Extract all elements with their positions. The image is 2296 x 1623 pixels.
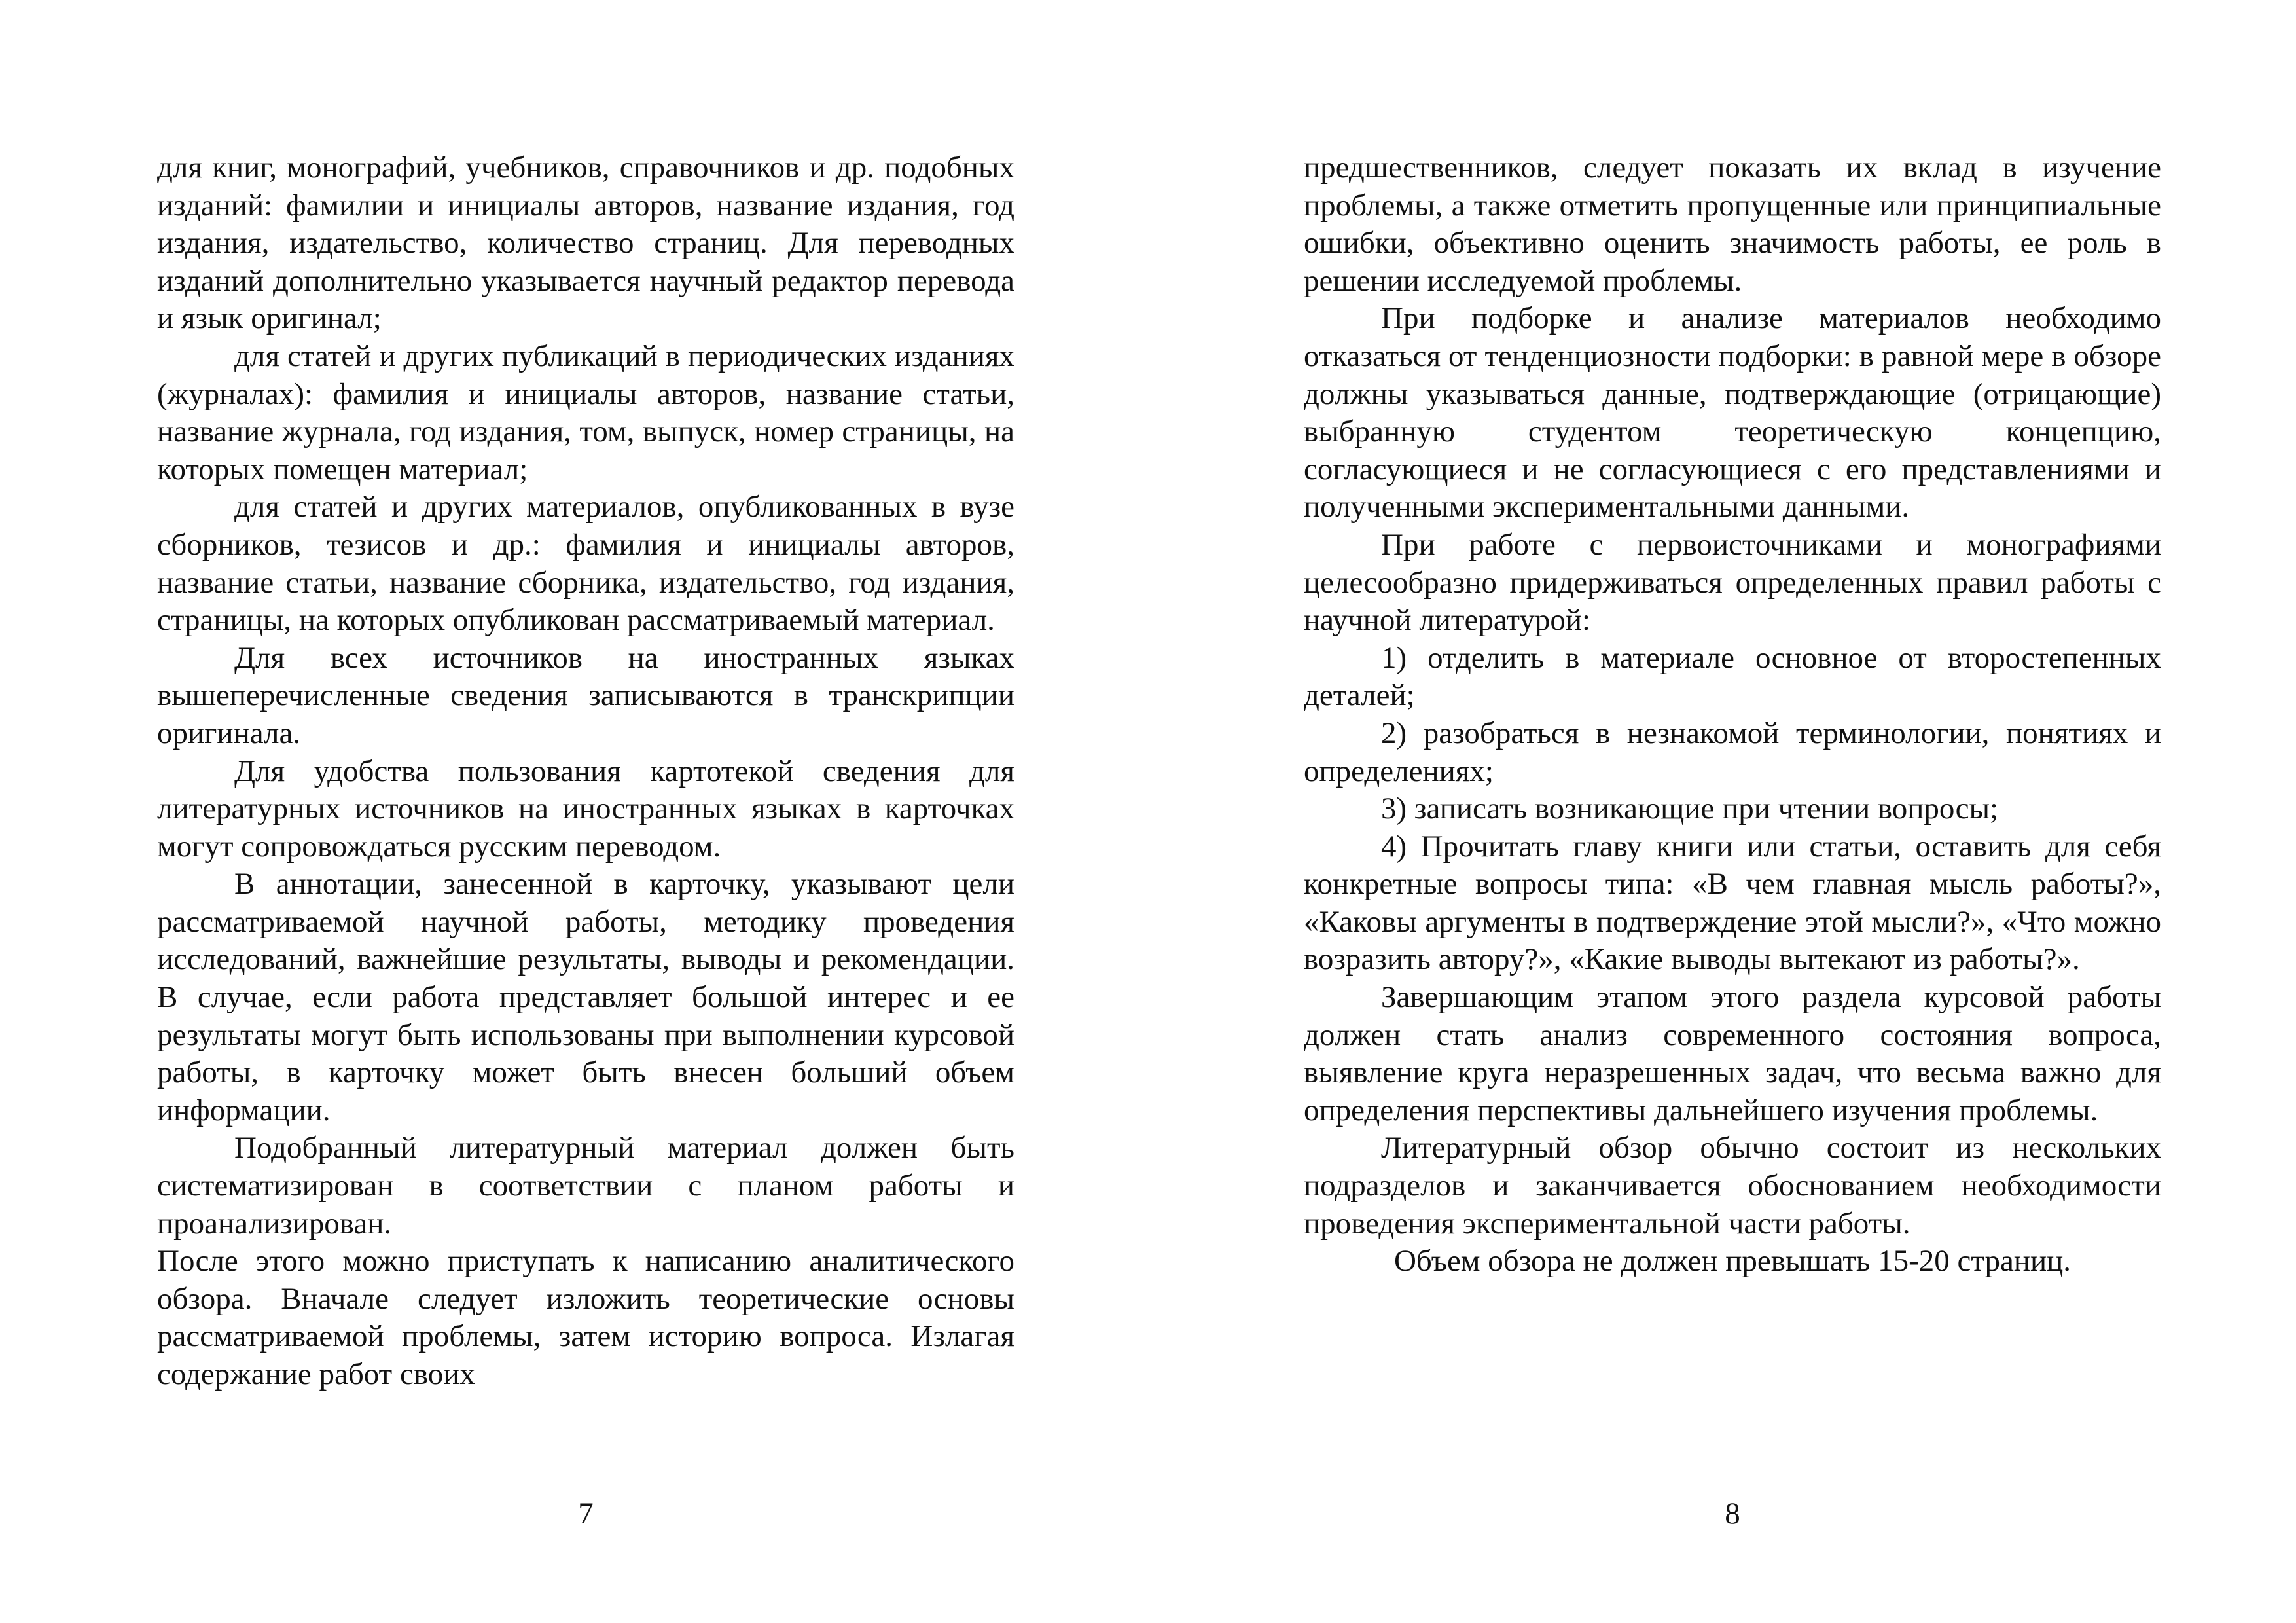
right-page — [1304, 149, 2161, 1557]
left-page-body — [157, 149, 1014, 1394]
list-item: 2) разобраться в незнакомой терминологии, понятиях и определениях; — [1304, 716, 2161, 788]
paragraph: Для всех источников на иностранных языках вышеперечисленные сведения записываются в транскрипции оригинала. — [157, 640, 1014, 750]
paragraph: В аннотации, занесенной в карточку, указывают цели рассматриваемой научной работы, методику проведения исследований, важнейшие результаты, выводы и рекомендации. В случае, если работа представляет большой интерес и ее результаты могут быть использованы при выполнении курсовой работы, в карточку может быть внесен больший объем информации. — [157, 867, 1014, 1127]
list-item: 1) отделить в материале основное от второстепенных деталей; — [1304, 640, 2161, 713]
paragraph: для книг, монографий, учебников, справочников и др. подобных изданий: фамилии и инициалы авторов, название издания, год издания, издательство, количество страниц. Для переводных изданий дополнительно указывается научный редактор перевода и язык оригинал; — [157, 151, 1014, 336]
paragraph: Для удобства пользования картотекой сведения для литературных источников на иностранных языках в карточках могут сопровождаться русским переводом. — [157, 754, 1014, 864]
list-item: 4) Прочитать главу книги или статьи, оставить для себя конкретные вопросы типа: «В чем главная мысль работы?», «Каковы аргументы в подтверждение этой мысли?», «Что можно возразить автору?», «Какие выводы вытекают из работы?». — [1304, 829, 2161, 977]
paragraph: Подобранный литературный материал должен быть систематизирован в соответствии с планом работы и проанализирован. — [157, 1131, 1014, 1241]
page-number: 7 — [578, 1497, 594, 1531]
left-page — [157, 149, 1014, 1557]
paragraph: При работе с первоисточниками и монографиями целесообразно придерживаться определенных правил работы с научной литературой: — [1304, 527, 2161, 638]
paragraph: После этого можно приступать к написанию аналитического обзора. Вначале следует изложить теоретические основы рассматриваемой проблемы, затем историю вопроса. Излагая содержание работ своих — [157, 1244, 1014, 1391]
list-item: 3) записать возникающие при чтении вопросы; — [1381, 792, 1999, 826]
page-number: 8 — [1725, 1497, 1740, 1531]
paragraph: Объем обзора не должен превышать 15-20 страниц. — [1393, 1244, 2072, 1279]
paragraph: для статей и других материалов, опубликованных в вузе сборников, тезисов и др.: фамилия и инициалы авторов, название статьи, название сборника, издательство, год издания, страницы, на которых опубликован рассматриваемый материал. — [157, 490, 1014, 638]
paragraph: Завершающим этапом этого раздела курсовой работы должен стать анализ современного состояния вопроса, выявление круга неразрешенных задач, что весьма важно для определения перспективы дальнейшего изучения проблемы. — [1304, 980, 2161, 1127]
paragraph: для статей и других публикаций в периодических изданиях (журналах): фамилия и инициалы авторов, название статьи, название журнала, год издания, том, выпуск, номер страницы, на которых помещен материал; — [157, 338, 1014, 486]
paragraph: предшественников, следует показать их вклад в изучение проблемы, а также отметить пропущенные или принципиальные ошибки, объективно оценить значимость работы, ее роль в решении исследуемой проблемы. — [1304, 151, 2161, 298]
paragraph: При подборке и анализе материалов необходимо отказаться от тенденциозности подборки: в равной мере в обзоре должны указываться данные, подтверждающие (отрицающие) выбранную студентом теоретическую концепцию, согласующиеся и не согласующиеся с его представлениями и полученными экспериментальными данными. — [1304, 301, 2161, 524]
right-page-body — [1304, 149, 2161, 1281]
paragraph: Литературный обзор обычно состоит из нескольких подразделов и заканчивается обоснованием необходимости проведения экспериментальной части работы. — [1304, 1131, 2161, 1241]
